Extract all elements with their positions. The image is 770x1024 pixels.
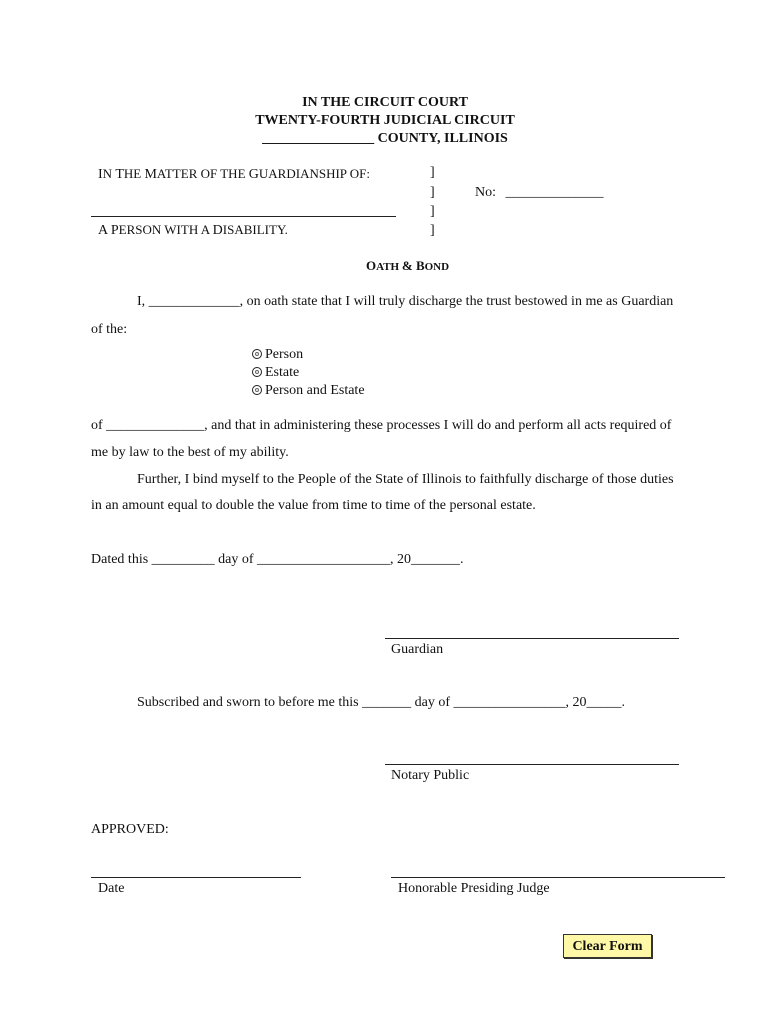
option-label: Person xyxy=(265,347,304,362)
option-estate[interactable] xyxy=(252,365,299,381)
date-label: Date xyxy=(98,881,125,896)
date-signature-line[interactable] xyxy=(91,877,301,878)
notary-signature-line[interactable] xyxy=(385,764,679,765)
county-label: COUNTY, ILLINOIS xyxy=(374,131,508,146)
disability-caption: A PERSON WITH A DISABILITY. xyxy=(98,222,288,238)
court-title: IN THE CIRCUIT COURT xyxy=(302,95,468,110)
bracket: ] xyxy=(430,165,435,180)
guardian-label: Guardian xyxy=(391,642,444,657)
bracket: ] xyxy=(430,185,435,200)
option-label: Estate xyxy=(265,365,300,380)
radio-icon[interactable] xyxy=(252,367,262,377)
administer-paragraph-line2: me by law to the best of my ability. xyxy=(91,445,289,460)
case-number-label: No: xyxy=(475,185,496,200)
ward-name-line[interactable] xyxy=(91,216,396,217)
guardian-signature-line[interactable] xyxy=(385,638,679,639)
county-blank[interactable]: ________________ xyxy=(262,131,375,146)
bond-paragraph-line1: Further, I bind myself to the People of the State of Illinois to faithfully discharge of those duties xyxy=(137,472,674,487)
oath-paragraph-line1: I, _____________, on oath state that I will truly discharge the trust bestowed in me as Guardian xyxy=(137,294,674,309)
radio-icon[interactable] xyxy=(252,349,262,359)
subscribed-line: Subscribed and sworn to before me this _______ day of ________________, 20_____. xyxy=(137,695,625,710)
option-person[interactable] xyxy=(252,347,303,363)
bracket: ] xyxy=(430,204,435,219)
judge-label: Honorable Presiding Judge xyxy=(398,881,550,896)
county-line xyxy=(0,131,770,147)
case-number xyxy=(475,185,604,201)
approved-label: APPROVED: xyxy=(91,822,169,837)
notary-label: Notary Public xyxy=(391,768,470,783)
bracket: ] xyxy=(430,223,435,238)
administer-paragraph-line1: of ______________, and that in administering these processes I will do and perform all acts required of xyxy=(91,418,672,433)
document-title: OATH & BOND xyxy=(365,258,450,273)
clear-form-button[interactable]: Clear Form xyxy=(563,934,652,958)
option-person-and-estate[interactable] xyxy=(252,383,365,399)
circuit-title: TWENTY-FOURTH JUDICIAL CIRCUIT xyxy=(255,113,515,128)
bond-paragraph-line2: in an amount equal to double the value from time to time of the personal estate. xyxy=(91,498,536,513)
radio-icon[interactable] xyxy=(252,385,262,395)
oath-paragraph-line2: of the: xyxy=(91,322,128,337)
judge-signature-line[interactable] xyxy=(391,877,725,878)
case-number-field[interactable]: ______________ xyxy=(505,185,604,200)
dated-line: Dated this _________ day of ___________________, 20_______. xyxy=(91,552,464,567)
option-label: Person and Estate xyxy=(265,383,365,398)
matter-caption: IN THE MATTER OF THE GUARDIANSHIP OF: xyxy=(98,166,371,182)
